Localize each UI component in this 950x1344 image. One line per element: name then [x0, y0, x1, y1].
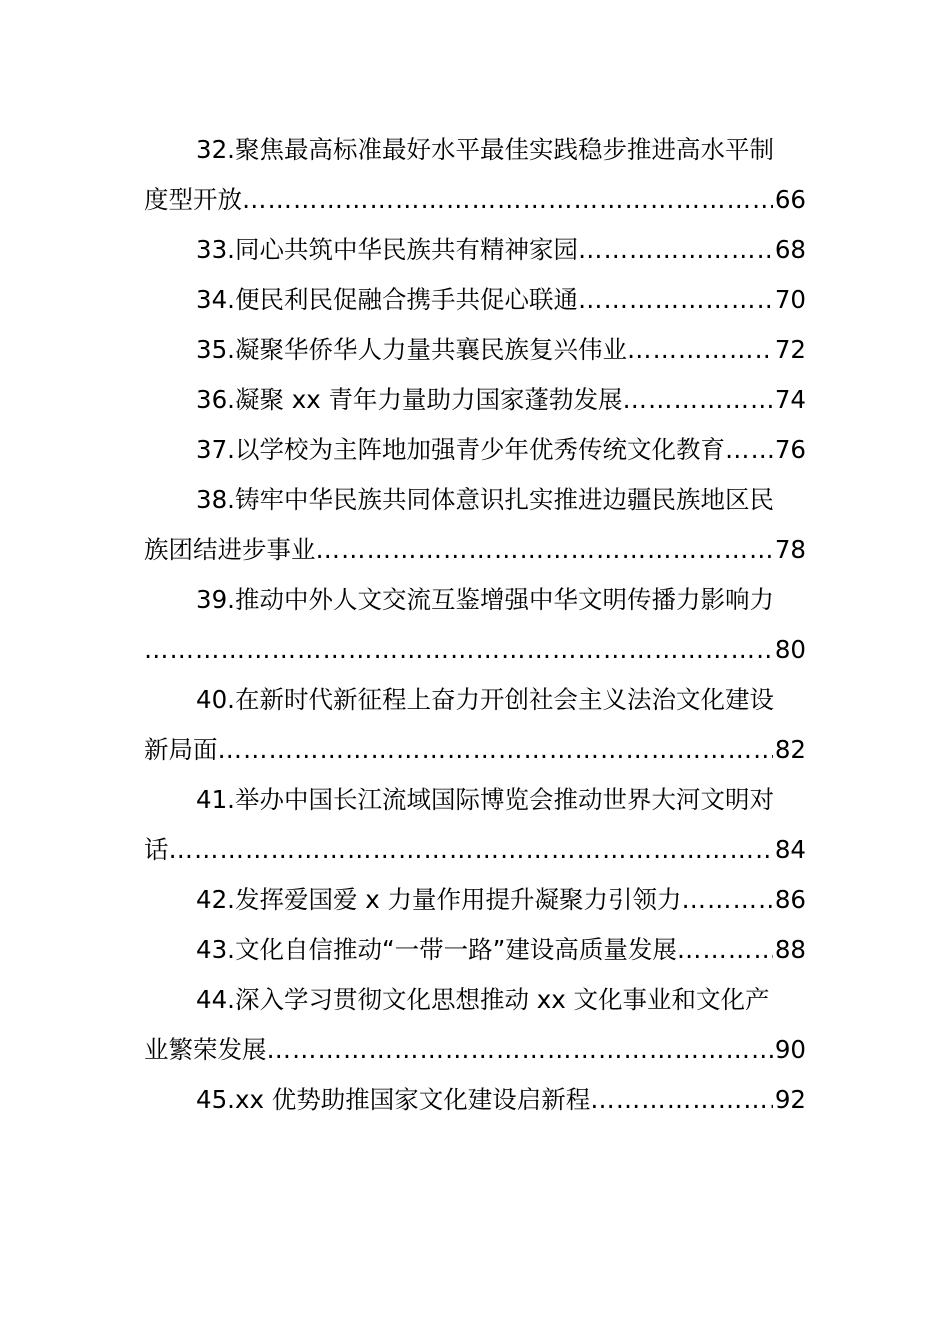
- toc-entry-text: 度型开放: [144, 185, 242, 214]
- toc-entry-34: [144, 275, 806, 325]
- toc-entry-text: 34.便民利民促融合携手共促心联通: [196, 285, 578, 314]
- toc-entry-text: 新局面: [144, 735, 218, 764]
- dot-leader: [578, 225, 773, 275]
- toc-page-number: 76: [774, 435, 806, 464]
- toc-entry-35: [144, 325, 806, 375]
- toc-entry-41-line-2: [144, 825, 806, 875]
- toc-entry-44-line-1: [144, 975, 806, 1025]
- toc-page-number: 88: [774, 935, 806, 964]
- dot-leader: [218, 725, 773, 775]
- toc-page-number: 72: [774, 335, 806, 364]
- toc-page-number: 66: [774, 185, 806, 214]
- toc-entry-text: 36.凝聚 xx 青年力量助力国家蓬勃发展: [196, 385, 623, 414]
- toc-entry-text: 45.xx 优势助推国家文化建设启新程: [196, 1085, 591, 1114]
- toc-entry-37: [144, 425, 806, 475]
- toc-page-number: 90: [774, 1035, 806, 1064]
- toc-page-number: 84: [774, 835, 806, 864]
- toc-page-number: 80: [774, 635, 806, 664]
- toc-entry-42: [144, 875, 806, 925]
- toc-entry-text: 32.聚焦最高标准最好水平最佳实践稳步推进高水平制: [196, 135, 774, 164]
- dot-leader: [267, 1025, 773, 1075]
- toc-entry-39-line-1: [144, 575, 806, 625]
- toc-entry-40-line-1: [144, 675, 806, 725]
- toc-entry-44-line-2: [144, 1025, 806, 1075]
- toc-entry-text: 37.以学校为主阵地加强青少年优秀传统文化教育: [196, 435, 725, 464]
- toc-entry-text: 41.举办中国长江流域国际博览会推动世界大河文明对: [196, 785, 774, 814]
- toc-entry-text: 43.文化自信推动“一带一路”建设高质量发展: [196, 935, 677, 964]
- dot-leader: [725, 425, 773, 475]
- toc-entry-32-line-2: [144, 175, 806, 225]
- toc-entry-41-line-1: [144, 775, 806, 825]
- toc-entry-text: 业繁荣发展: [144, 1035, 267, 1064]
- toc-entry-32-line-1: [144, 125, 806, 175]
- table-of-contents: [144, 125, 806, 1125]
- toc-entry-text: 44.深入学习贯彻文化思想推动 xx 文化事业和文化产: [196, 985, 770, 1014]
- toc-entry-38-line-2: [144, 525, 806, 575]
- toc-entry-text: 42.发挥爱国爱 x 力量作用提升凝聚力引领力: [196, 885, 682, 914]
- dot-leader: [590, 1075, 773, 1125]
- toc-page-number: 86: [774, 885, 806, 914]
- toc-entry-36: [144, 375, 806, 425]
- toc-entry-40-line-2: [144, 725, 806, 775]
- toc-entry-43: [144, 925, 806, 975]
- toc-page-number: 70: [774, 285, 806, 314]
- dot-leader: [682, 875, 773, 925]
- toc-entry-text: 话: [144, 835, 169, 864]
- dot-leader: [242, 175, 773, 225]
- toc-entry-text: 33.同心共筑中华民族共有精神家园: [196, 235, 578, 264]
- toc-page-number: 92: [774, 1085, 806, 1114]
- toc-entry-text: 族团结进步事业: [144, 535, 316, 564]
- dot-leader: [677, 925, 773, 975]
- toc-page-number: 82: [774, 735, 806, 764]
- toc-entry-text: 38.铸牢中华民族共同体意识扎实推进边疆民族地区民: [196, 485, 774, 514]
- toc-entry-33: [144, 225, 806, 275]
- toc-entry-text: 39.推动中外人文交流互鉴增强中华文明传播力影响力: [196, 585, 774, 614]
- toc-entry-45: [144, 1075, 806, 1125]
- dot-leader: [627, 325, 773, 375]
- toc-page-number: 74: [774, 385, 806, 414]
- dot-leader: [578, 275, 773, 325]
- toc-entry-text: 35.凝聚华侨华人力量共襄民族复兴伟业: [196, 335, 627, 364]
- dot-leader: [169, 825, 773, 875]
- dot-leader: [623, 375, 773, 425]
- toc-page-number: 68: [774, 235, 806, 264]
- toc-page-number: 78: [774, 535, 806, 564]
- dot-leader: [316, 525, 773, 575]
- dot-leader: [144, 625, 773, 675]
- toc-entry-38-line-1: [144, 475, 806, 525]
- toc-entry-text: 40.在新时代新征程上奋力开创社会主义法治文化建设: [196, 685, 774, 714]
- toc-entry-39-line-2: [144, 625, 806, 675]
